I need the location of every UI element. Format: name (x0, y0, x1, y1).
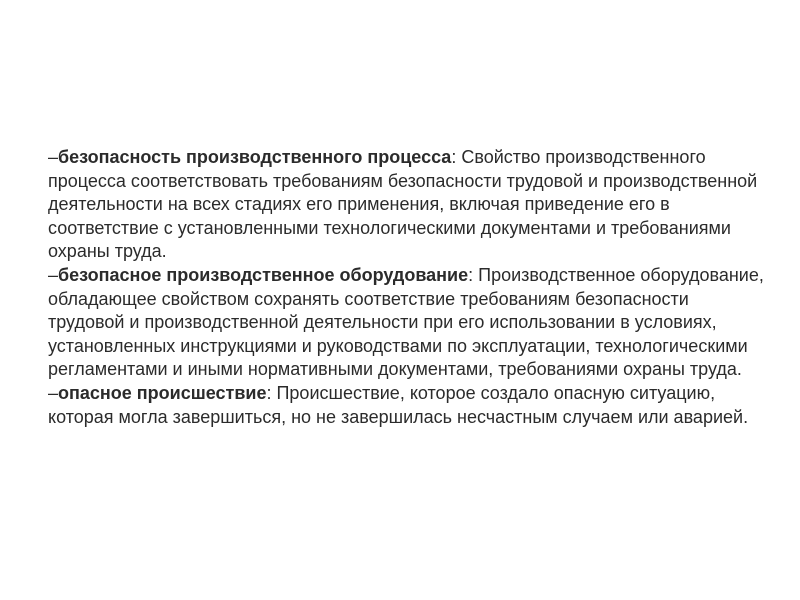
term-separator: : (266, 382, 272, 403)
term-separator: : (468, 264, 474, 285)
definition-entry (48, 146, 768, 264)
definition-text: Свойство производственного процесса соответствовать требованиям безопасности трудовой и производственной деятельности на всех стадиях его применения, включая приведение его в соответствие с установленными технологическими документами и требованиями охраны труда. (48, 147, 758, 262)
bullet-dash: – (48, 264, 59, 285)
term-separator: : (451, 147, 457, 167)
definition-text: Производственное оборудование, обладающее свойством сохранять соответствие требованиям безопасности трудовой и производственной деятельности при его использовании в условиях, установленных инструкциями и руководствами по эксплуатации, технологическими регламентами и иными нормативными документами, требованиями охраны труда. (48, 264, 764, 380)
definition-entry (48, 382, 768, 429)
bullet-dash: – (48, 147, 59, 167)
definition-term: безопасное производственное оборудование (58, 264, 469, 285)
definition-text: Происшествие, которое создало опасную ситуацию, которая могла завершиться, но не завершилась несчастным случаем или аварией. (48, 382, 749, 427)
bullet-dash: – (48, 382, 59, 403)
definition-term: безопасность производственного процесса (58, 147, 452, 167)
definitions-block (48, 146, 768, 429)
definition-term: опасное происшествие (58, 382, 267, 403)
definition-entry (48, 264, 768, 382)
